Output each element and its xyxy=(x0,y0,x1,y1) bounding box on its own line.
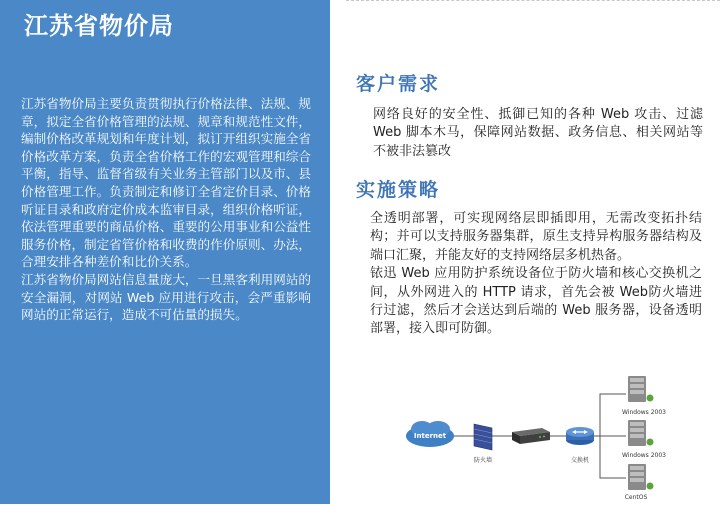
server-label: Windows 2003 xyxy=(622,452,666,459)
server-label: CentOS xyxy=(624,494,648,501)
server-icon xyxy=(628,376,654,402)
waf-appliance-icon xyxy=(512,428,550,444)
page-title: 江苏省物价局 xyxy=(24,12,174,40)
customer-needs-text xyxy=(373,106,703,161)
left-body-text xyxy=(21,95,311,324)
firewall-icon xyxy=(474,424,492,450)
internet-cloud-icon xyxy=(406,421,454,447)
server-label: Windows 2003 xyxy=(622,409,666,416)
strategy-text xyxy=(370,210,702,339)
network-diagram xyxy=(400,372,720,504)
strategy-heading: 实施策略 xyxy=(356,179,441,201)
strategy-paragraph-1: 全透明部署，可实现网络层即插即用，无需改变拓扑结构；并可以支持服务器集群，原生支持异构服务器结构及端口汇聚，并能友好的支持网络层多机热备。 xyxy=(370,211,702,263)
firewall-label: 防火墙 xyxy=(473,457,493,464)
customer-needs-heading: 客户需求 xyxy=(356,73,441,95)
internet-label: Internet xyxy=(413,432,447,440)
switch-icon xyxy=(566,427,594,445)
link-switch-server-1 xyxy=(592,394,626,436)
customer-needs-paragraph: 网络良好的安全性、抵御已知的各种 Web 攻击、过滤 Web 脚本木马，保障网站数据、政务信息、相关网站等不被非法篡改 xyxy=(373,107,703,159)
switch-label: 交换机 xyxy=(570,457,590,464)
strategy-paragraph-2: 铱迅 Web 应用防护系统设备位于防火墙和核心交换机之间，从外网进入的 HTTP 请求，首先会被 Web防火墙进行过滤，然后才会送达到后端的 Web 服务器，设备透明部署，接入即可防御。 xyxy=(370,266,702,337)
top-divider xyxy=(346,0,720,2)
network-diagram-svg xyxy=(400,372,720,504)
server-icon xyxy=(628,420,654,446)
server-icon xyxy=(628,464,654,490)
left-panel xyxy=(0,0,330,504)
risk-paragraph: 江苏省物价局网站信息量庞大，一旦黑客利用网站的安全漏洞，对网站 Web 应用进行攻击，会严重影响网站的正常运行，造成不可估量的损失。 xyxy=(21,271,311,323)
intro-paragraph: 江苏省物价局主要负责贯彻执行价格法律、法规、规章，拟定全省价格管理的法规、规章和规范性文件，编制价格改革规划和年度计划，拟订开组织实施全省价格改革方案，负责全省价格工作的宏观管理和综合平衡，指导、监督省级有关业务主管部门以及市、县价格管理工作。负责制定和修订全省定价目录、价格听证目录和政府定价成本监审目录，组织价格听证，依法管理重要的商品价格、重要的公用事业和公益性服务价格，制定省管价格和收费的作价原则、办法，合理安排各种差价和比价关系。 xyxy=(21,96,311,270)
